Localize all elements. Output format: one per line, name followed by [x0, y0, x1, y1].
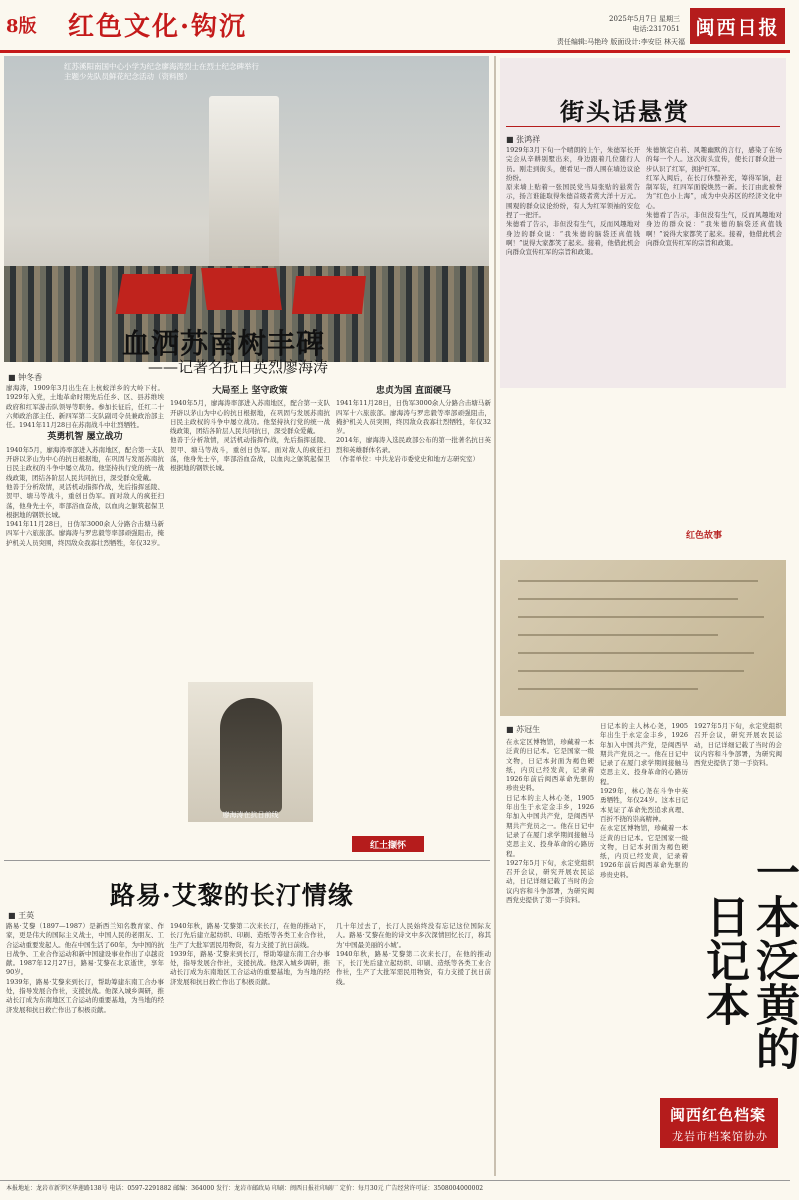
doc-line — [518, 634, 718, 636]
paragraph: 几十年过去了，长汀人民始终没有忘记这位国际友人。路易·艾黎在他的诗文中多次深情回忆长汀，称其为‘中国最美丽的小城’。 — [336, 922, 491, 949]
newspaper-brand: 闽西日报 — [690, 8, 785, 44]
street-col-2 — [646, 146, 782, 522]
street-title: 街头话悬赏 — [560, 97, 690, 126]
paragraph: 朱德镇定自若、风趣幽默的言行，感染了在场的每一个人。这次街头宣传，使长汀群众进一步认识了红军，拥护红军。 — [646, 146, 782, 173]
portrait-figure — [220, 698, 282, 813]
portrait-caption: 廖海涛在抗日前线 — [222, 811, 279, 819]
section-tag: 红土撷怀 — [352, 836, 424, 852]
editors-line: 责任编辑:马艳玲 版面设计:李安臣 林天福 — [556, 38, 685, 46]
paragraph: 1927年5月下旬，永定党组织召开会议，研究开展农民运动，日记详细记载了当时的会议内容和斗争部署，为研究闽西党史提供了第一手资料。 — [506, 858, 594, 905]
photo-caption: 红苏溪阳南国中心小学为纪念廖海涛烈士在烈士纪念碑举行主题少先队员鲜花纪念活动（资料图） — [64, 62, 259, 81]
issue-phone: 电话:2317051 — [632, 25, 680, 33]
diary-author: ■ 苏冠生 — [506, 725, 541, 734]
archive-title: 闽西红色档案 — [670, 1106, 767, 1124]
paragraph: 2014年，廖海涛入选民政部公布的第一批著名抗日英烈和英雄群体名录。 — [336, 436, 491, 454]
diary-col-1 — [506, 738, 594, 1174]
paragraph: 1940年秋，路易·艾黎第二次来长汀，在他的推动下，长汀先后建立起纺织、印刷、造纸等各类工业合作社，生产了大批军需民用物资，有力支援了抗日前线。 — [336, 949, 491, 986]
diary-title-text: 一本泛黄的日记本 — [698, 850, 799, 1070]
paragraph: 朱德看了告示，非但没有生气，反而风趣地对身边的群众说：“我朱德的脑袋还真值钱啊！”说得大家都笑了起来。接着，他借此机会向群众宣传红军的宗旨和政策。 — [506, 220, 640, 257]
article2-col-1 — [6, 922, 164, 1174]
article1-col-1 — [6, 384, 164, 854]
paragraph: 1927年5月下旬，永定党组织召开会议，研究开展农民运动，日记详细记载了当时的会议内容和斗争部署，为研究闽西党史提供了第一手资料。 — [694, 722, 782, 768]
red-flag-3 — [292, 276, 366, 314]
paragraph: 1941年11月28日，日伪军3000余人分路合击塘马新四军十六旅旅部。廖海涛与罗忠毅等率部顽强阻击，掩护机关人员突围，终因敌众我寡壮烈牺牲，年仅32岁。 — [336, 399, 491, 436]
archive-box — [660, 1098, 778, 1148]
title-rule — [506, 126, 780, 127]
doc-line — [518, 580, 758, 582]
paragraph: 他善于分析敌情，灵活机动指挥作战，先后指挥延陵、贺甲、塘马等战斗，重创日伪军。面对敌人的疯狂扫荡，他身先士卒，率部浴血奋战，以血肉之躯筑起保卫根据地的钢铁长城。 — [170, 436, 330, 473]
doc-line — [518, 670, 744, 672]
monument-photo — [4, 56, 489, 362]
paragraph: 1940年5月，廖海涛率部进入苏南地区，配合第一支队开辟以茅山为中心的抗日根据地，在巩固与发展苏南抗日民主政权的斗争中屡立战功。他坚持执行党的统一战线政策，团结各阶层人民共同抗日，深受群众爱戴。 — [6, 445, 164, 482]
paragraph: 1939年，路易·艾黎来到长汀，帮助筹建东南工合办事处，指导发展合作社，支援抗战。他深入城乡调研，推动长汀成为东南地区工合运动的重要基地，为当地的经济发展和抗日救亡作出了积极贡献。 — [6, 977, 164, 1014]
street-author: ■ 张鸿祥 — [506, 135, 541, 144]
section-title: 红色文化·钩沉 — [68, 12, 248, 42]
header-meta — [540, 14, 680, 34]
doc-line — [518, 652, 754, 654]
portrait-photo — [188, 682, 313, 822]
paragraph: 日记本的主人林心尧，1905年出生于永定金丰乡，1926年加入中国共产党，是闽西早期共产党员之一。他在日记中记录了在厦门求学期间接触马克思主义、投身革命的心路历程。 — [600, 722, 688, 786]
paragraph: 红军入闽后，在长汀休整补充，筹得军饷，赶制军装，红四军面貌焕然一新。长汀由此被誉为“红色小上海”，成为中央苏区的经济文化中心。 — [646, 173, 782, 210]
paragraph: 1941年11月28日，日伪军3000余人分路合击塘马新四军十六旅旅部。廖海涛与罗忠毅等率部顽强阻击，掩护机关人员突围，终因敌众我寡壮烈牺牲，年仅32岁。 — [6, 520, 164, 547]
red-flag-2 — [201, 268, 282, 310]
article2-col-2 — [170, 922, 330, 1174]
section-heading: 忠贞为国 直面硬马 — [375, 386, 452, 396]
article2-col-3 — [336, 922, 491, 1174]
diary-col-3-top — [694, 722, 782, 822]
paragraph: 1929年3月下旬一个晴朗的上午，朱德军长开完会从辛耕别墅出来，身边跟着几位随行人员。刚走到街头，便看见一群人围在墙边议论纷纷。 — [506, 146, 640, 182]
diary-document-photo — [500, 560, 786, 716]
paragraph: 他善于分析敌情，灵活机动指挥作战，先后指挥延陵、贺甲、塘马等战斗，重创日伪军。面对敌人的疯狂扫荡，他身先士卒，率部浴血奋战，以血肉之躯筑起保卫根据地的钢铁长城。 — [6, 482, 164, 519]
header-rule — [0, 50, 790, 53]
article1-col-3 — [336, 384, 491, 854]
paragraph: 日记本的主人林心尧，1905年出生于永定金丰乡，1926年加入中国共产党，是闽西早期共产党员之一。他在日记中记录了在厦门求学期间接触马克思主义、投身革命的心路历程。 — [506, 793, 594, 858]
paragraph: 在永定区博物馆，珍藏着一本泛黄的日记本。它是国家一级文物，日记本封面为褐色硬纸，内页已经发黄，记录着1926年前后闽西革命先驱的珍贵史料。 — [506, 738, 594, 793]
red-flag-1 — [115, 274, 192, 314]
article2-author: ■ 王英 — [8, 911, 35, 920]
article2-title: 路易·艾黎的长汀情缘 — [110, 881, 354, 910]
paragraph: 1940年秋，路易·艾黎第二次来长汀，在他的推动下，长汀先后建立起纺织、印刷、造纸等各类工业合作社，生产了大批军需民用物资，有力支援了抗日前线。 — [170, 922, 330, 949]
red-story-label: 红色故事 — [686, 531, 723, 541]
page-header — [0, 0, 790, 52]
section-heading: 大局至上 坚守政策 — [212, 386, 288, 396]
page-number: 8版 — [6, 16, 37, 37]
doc-line — [518, 598, 738, 600]
paragraph: 路易·艾黎（1897—1987）是新西兰知名教育家、作家，更是伟大的国际主义战士，中国人民的老朋友、工合运动重要发起人。他在中国生活了60年，为中国的抗日战争、工业合作运动和新中国建设事业作出了卓越贡献。1987年12月27日，路易·艾黎在北京逝世，享年90岁。 — [6, 922, 164, 977]
article1-title: 血洒苏南树丰碑 — [122, 327, 326, 360]
doc-line — [518, 616, 764, 618]
doc-line — [518, 688, 698, 690]
page-footer: 本报地址：龙岩市新罗区华莲路138号 电话：0597-2291882 邮编：364000 发行：龙岩市邮政局 印刷：闽西日报社印刷厂 定价：每月30元 广告经营许可证：3508004000002 — [0, 1180, 790, 1198]
paragraph: 1939年，路易·艾黎来到长汀，帮助筹建东南工合办事处，指导发展合作社，支援抗战。他深入城乡调研，推动长汀成为东南地区工合运动的重要基地，为当地的经济发展和抗日救亡作出了积极贡献。 — [170, 949, 330, 986]
source-note: （作者单位：中共龙岩市委党史和地方志研究室） — [336, 455, 479, 464]
article1-subtitle: ——记著名抗日英烈廖海涛 — [148, 358, 329, 376]
paragraph: 廖海涛，1909年3月出生在上杭蛟洋乡的大岭下村。1929年入党，土地革命时期先后任乡、区、县苏维埃政府和红军游击队领导等职务。参加长征后，任红二十六师政治部主任、新四军第二支队副司令员兼政治部主任。1941年11月28日在苏南战斗中壮烈牺牲。 — [6, 384, 164, 430]
diary-title — [698, 832, 799, 1088]
paragraph: 在永定区博物馆，珍藏着一本泛黄的日记本。它是国家一级文物，日记本封面为褐色硬纸，内页已经发黄，记录着1926年前后闽西革命先驱的珍贵史料。 — [600, 824, 688, 879]
monument-shape — [209, 96, 279, 266]
issue-date: 2025年5月7日 星期三 — [609, 15, 680, 23]
column-divider — [494, 56, 496, 1176]
section-heading: 英勇机智 屡立战功 — [47, 432, 123, 443]
archive-subtitle: 龙岩市档案馆协办 — [672, 1130, 768, 1143]
article1-col-2 — [170, 384, 330, 676]
paragraph: 1929年，林心尧在斗争中英勇牺牲，年仅24岁。这本日记本见证了革命先烈追求真理、百折不挠的崇高精神。 — [600, 787, 688, 823]
article1-author: ■ 钟冬香 — [8, 373, 43, 382]
paragraph: 朱德看了告示，非但没有生气，反而风趣地对身边的群众说：“我朱德的脑袋还真值钱啊！”说得大家都笑了起来。接着，他借此机会向群众宣传红军的宗旨和政策。 — [646, 211, 782, 247]
street-col-1 — [506, 146, 640, 536]
divider — [4, 860, 490, 861]
paragraph: 1940年5月，廖海涛率部进入苏南地区，配合第一支队开辟以茅山为中心的抗日根据地，在巩固与发展苏南抗日民主政权的斗争中屡立战功。他坚持执行党的统一战线政策，团结各阶层人民共同抗日，深受群众爱戴。 — [170, 399, 330, 436]
paragraph: 原来墙上贴着一张国民党当局张贴的悬赏告示，扬言谁能取得朱德首级者赏大洋十万元。围观的群众议论纷纷，有人为红军领袖的安危捏了一把汗。 — [506, 183, 640, 220]
